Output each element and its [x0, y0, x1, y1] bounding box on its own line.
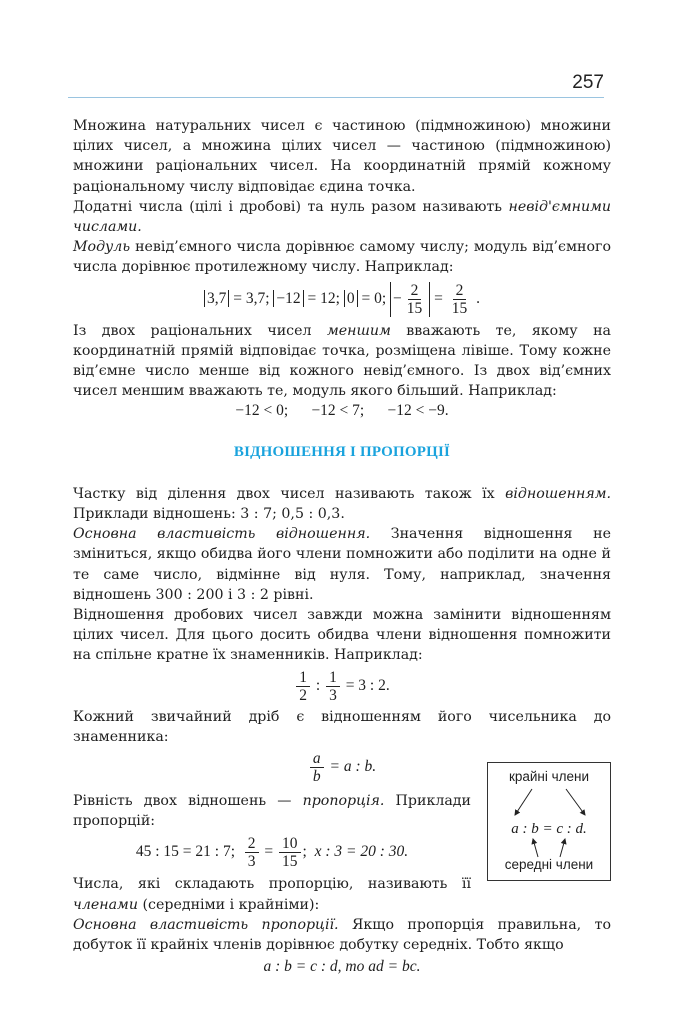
numerator: 1: [326, 669, 340, 687]
fraction: [279, 835, 301, 870]
numerator: 10: [279, 835, 301, 853]
numerator: 2: [245, 835, 259, 853]
page-number: 257: [572, 72, 604, 93]
paragraph-less: [73, 321, 611, 402]
arrow-middle-b: [533, 839, 538, 857]
fraction: [296, 669, 310, 704]
term-proportion-property: Основна властивість пропорції.: [73, 916, 339, 933]
formula-proportion-property: a : b = c : d, то ad = bc.: [263, 958, 421, 976]
arrow-extreme-a: [515, 789, 532, 815]
proportion-members-diagram: [487, 762, 611, 881]
paragraph-text: Приклади відношень: 3 : 7; 0,5 : 0,3.: [73, 506, 345, 523]
formula-fraction-ratio: [73, 669, 611, 704]
fraction: [245, 835, 259, 870]
math-term: = a : b.: [325, 758, 377, 776]
formula-modulus-examples: [73, 282, 611, 317]
paragraph-members: [73, 874, 471, 914]
paragraph-common-fraction: [73, 707, 611, 747]
math-term: 0: [344, 290, 358, 307]
denominator: 15: [406, 299, 423, 317]
paragraph-ratio: [73, 484, 611, 524]
term-less: меншим: [326, 322, 391, 339]
term-nonnegative: невід'ємними числами.: [73, 198, 611, 236]
term-ratio: відношенням.: [505, 485, 611, 502]
fraction: [449, 282, 471, 317]
math-term: 45 : 15 = 21 : 7;: [135, 843, 243, 861]
fraction: [404, 282, 426, 317]
term-members: членами: [73, 896, 138, 913]
fraction: [326, 669, 340, 704]
paragraph-text: Частку від ділення двох чисел називають також їх: [73, 485, 506, 502]
numerator: a: [310, 750, 324, 768]
math-term: = 3 : 2.: [341, 676, 390, 694]
math-abs-fraction: [390, 282, 430, 317]
denominator: 15: [282, 853, 298, 871]
paragraph-text: Із двох раціональних чисел: [73, 322, 327, 339]
paragraph-text: Множина натуральних чисел є частиною (підмножиною) множини цілих чисел, а множина цілих чисел — частиною (підмножиною) множини раціональних чисел. На координатній прямій кожному раціональному числу відповідає єдина точка.: [73, 118, 611, 195]
diagram-proportion: a : b = c : d.: [511, 821, 587, 837]
formula-proportion-examples: [73, 835, 471, 870]
paragraph-text: Кожний звичайний дріб є відношенням його чисельника до знаменника:: [73, 708, 611, 745]
math-term: x : 3 = 20 : 30.: [314, 843, 409, 861]
denominator: b: [312, 768, 321, 786]
math-term: :: [312, 676, 325, 694]
fraction: [310, 750, 324, 785]
math-term: −12: [273, 290, 303, 307]
label-extreme-members: крайні члени: [508, 769, 590, 784]
math-term: =: [260, 843, 278, 861]
term-ratio-property: Основна властивість відношення.: [73, 526, 371, 543]
denominator: 3: [329, 686, 337, 704]
paragraph-modulus: [73, 237, 611, 277]
arrow-middle-c: [560, 839, 565, 857]
paragraph-text: Відношення дробових чисел завжди можна замінити відношенням цілих чисел. Для цього досить обидва члени відношення помножити на спільне кратне їх знаменників. Наприклад:: [73, 607, 611, 664]
proportion-column: [73, 791, 471, 915]
denominator: 3: [247, 853, 256, 871]
paragraph-text: Числа, які складають пропорцію, називають її: [73, 876, 471, 893]
arrow-extreme-d: [566, 789, 585, 815]
label-middle-members: середні члени: [504, 857, 594, 872]
paragraph-text: вважають те, якому на координатній прямій відповідає точка, розміщена лівіше. Тому кожне від’ємне число менше від кожного невід’ємного. Із двох від’ємних чисел меншим вважають те, модуль якого більший. Наприклад:: [73, 322, 611, 400]
paragraph-proportion: [73, 791, 471, 831]
paragraph-text: Рівність двох відношень —: [73, 793, 303, 810]
math-term: = 3,7;: [229, 289, 274, 307]
math-term: .: [472, 289, 481, 307]
formula-less-examples: −12 < 0; −12 < 7; −12 < −9.: [235, 402, 449, 420]
numerator: 2: [453, 282, 467, 300]
paragraph-nonnegative: [73, 197, 611, 237]
term-proportion: пропорція.: [302, 793, 385, 810]
paragraph-sets: [73, 116, 611, 197]
paragraph-text: невід’ємного числа дорівнює самому числу; модуль від’ємного числа дорівнює протилежному числу. Наприклад:: [73, 239, 611, 276]
math-term: =: [430, 289, 447, 307]
paragraph-fraction-ratio: [73, 605, 611, 666]
math-term: = 12;: [303, 289, 344, 307]
paragraph-text: (середніми і крайніми):: [137, 896, 320, 913]
paragraph-text: Додатні числа (цілі і дробові) та нуль разом називають: [73, 198, 509, 215]
denominator: 15: [451, 299, 468, 317]
math-term: = 0;: [357, 289, 391, 307]
numerator: 1: [296, 669, 310, 687]
math-term: ;: [302, 843, 315, 861]
denominator: 2: [299, 686, 307, 704]
math-term: −: [393, 290, 402, 308]
paragraph-text: Якщо пропорція правильна, то добуток її крайніх членів дорівнює добутку середніх. Тобто якщо: [73, 916, 611, 954]
paragraph-text: Приклади пропорцій:: [73, 793, 472, 830]
numerator: 2: [408, 282, 422, 300]
paragraph-proportion-property: [73, 915, 611, 955]
header-rule: [68, 97, 604, 98]
section-heading: ВІДНОШЕННЯ І ПРОПОРЦІЇ: [233, 443, 451, 460]
term-modulus: Модуль: [73, 239, 131, 256]
math-term: 3,7: [204, 290, 229, 307]
paragraph-text: Значення відношення не зміниться, якщо обидва його члени помножити або поділити на одне й те саме число, відмінне від нуля. Тому, наприклад, значення відношень 300 : 200 і 3 : 2 рівні.: [73, 526, 611, 603]
paragraph-ratio-property: [73, 524, 611, 605]
